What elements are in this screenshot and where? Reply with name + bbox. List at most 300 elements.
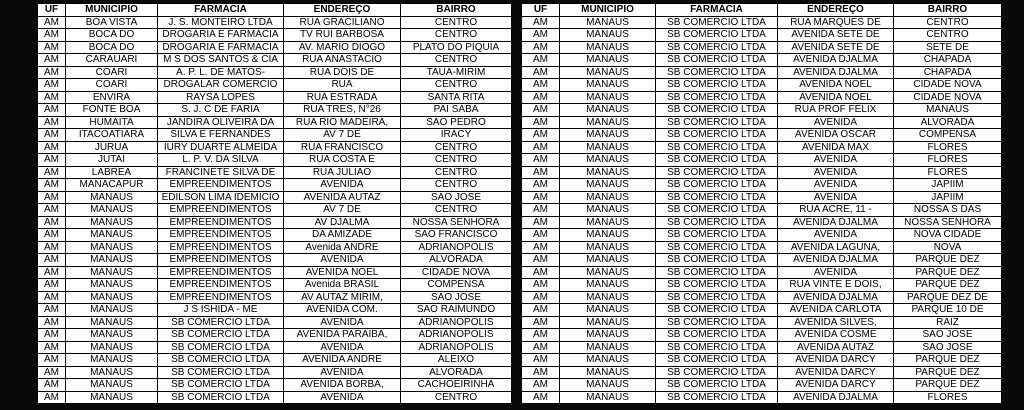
table-row	[522, 66, 1002, 79]
cell-uf: AM	[522, 204, 560, 217]
cell-farmacia: SB COMERCIO LTDA	[656, 54, 778, 67]
cell-bairro: IRACY	[401, 129, 512, 142]
cell-farmacia: SB COMERCIO LTDA	[656, 91, 778, 104]
cell-farmacia: IURY DUARTE ALMEIDA	[158, 141, 284, 154]
cell-municipio: MANAUS	[66, 341, 158, 354]
cell-farmacia: SB COMERCIO LTDA	[158, 329, 284, 342]
cell-bairro: SETE DE	[894, 41, 1002, 54]
table-row	[38, 116, 512, 129]
header-bairro: BAIRRO	[894, 4, 1002, 17]
table-row	[38, 216, 512, 229]
right-table-panel	[521, 3, 1001, 404]
cell-farmacia: SB COMERCIO LTDA	[656, 29, 778, 42]
table-row	[38, 29, 512, 42]
cell-uf: AM	[38, 154, 66, 167]
cell-bairro: SAO JOSE	[401, 291, 512, 304]
cell-bairro: ADRIANOPOLIS	[401, 341, 512, 354]
cell-endereco: AVENIDA CARLOTA	[778, 304, 894, 317]
cell-farmacia: SB COMERCIO LTDA	[158, 379, 284, 392]
cell-bairro: COMPENSA	[894, 129, 1002, 142]
cell-endereco: AVENIDA DJALMA	[778, 291, 894, 304]
cell-uf: AM	[38, 391, 66, 404]
cell-uf: AM	[38, 91, 66, 104]
cell-bairro: CENTRO	[401, 391, 512, 404]
cell-municipio: MANAUS	[560, 229, 656, 242]
cell-farmacia: SB COMERCIO LTDA	[656, 141, 778, 154]
cell-endereco: AV AUTAZ MIRIM,	[284, 291, 401, 304]
cell-uf: AM	[38, 341, 66, 354]
cell-farmacia: JANDIRA OLIVEIRA DA	[158, 116, 284, 129]
cell-uf: AM	[522, 366, 560, 379]
cell-municipio: ENVIRA	[66, 91, 158, 104]
cell-bairro: CHAPADA	[894, 66, 1002, 79]
cell-municipio: MANAUS	[560, 54, 656, 67]
cell-bairro: NOSSA SENHORA	[894, 216, 1002, 229]
table-row	[38, 179, 512, 192]
cell-bairro: PARQUE DEZ	[894, 279, 1002, 292]
cell-bairro: ALVORADA	[401, 366, 512, 379]
cell-endereco: AVENIDA	[778, 179, 894, 192]
cell-municipio: MANAUS	[66, 216, 158, 229]
cell-bairro: FLORES	[894, 391, 1002, 404]
cell-farmacia: EMPREENDIMENTOS	[158, 216, 284, 229]
cell-farmacia: SB COMERCIO LTDA	[656, 104, 778, 117]
table-row	[522, 141, 1002, 154]
cell-endereco: RUA MARQUES DE	[778, 16, 894, 29]
cell-municipio: MANAUS	[560, 391, 656, 404]
cell-farmacia: DROGARIA E FARMACIA	[158, 41, 284, 54]
cell-bairro: SAO JOSE	[894, 341, 1002, 354]
cell-bairro: CENTRO	[401, 79, 512, 92]
cell-bairro: SAO JOSE	[894, 329, 1002, 342]
cell-farmacia: EMPREENDIMENTOS	[158, 179, 284, 192]
cell-municipio: COARI	[66, 79, 158, 92]
table-row	[38, 104, 512, 117]
cell-municipio: MANAUS	[560, 379, 656, 392]
cell-uf: AM	[522, 379, 560, 392]
cell-municipio: MANAUS	[560, 341, 656, 354]
cell-uf: AM	[522, 266, 560, 279]
cell-bairro: ALVORADA	[401, 254, 512, 267]
table-row	[38, 129, 512, 142]
table-row	[522, 54, 1002, 67]
cell-uf: AM	[38, 241, 66, 254]
cell-farmacia: A. P. L. DE MATOS-	[158, 66, 284, 79]
cell-farmacia: SB COMERCIO LTDA	[656, 204, 778, 217]
cell-municipio: MANAUS	[66, 191, 158, 204]
cell-bairro: NOSSA S DAS	[894, 204, 1002, 217]
cell-farmacia: L. P. V. DA SILVA	[158, 154, 284, 167]
cell-farmacia: SB COMERCIO LTDA	[656, 329, 778, 342]
cell-endereco: AVENIDA	[778, 229, 894, 242]
cell-municipio: MANAUS	[560, 104, 656, 117]
cell-endereco: AV. MARIO DIOGO	[284, 41, 401, 54]
cell-bairro: NOVA CIDADE	[894, 229, 1002, 242]
cell-bairro: JAPIIM	[894, 179, 1002, 192]
cell-endereco: AVENIDA	[284, 391, 401, 404]
cell-bairro: RAIZ	[894, 316, 1002, 329]
cell-uf: AM	[522, 341, 560, 354]
cell-endereco: RUA	[284, 79, 401, 92]
left-table-panel	[37, 3, 511, 404]
cell-municipio: MANAUS	[66, 354, 158, 367]
cell-endereco: AVENIDA	[284, 366, 401, 379]
cell-bairro: CENTRO	[401, 141, 512, 154]
cell-uf: AM	[38, 104, 66, 117]
cell-municipio: FONTE BOA	[66, 104, 158, 117]
cell-farmacia: M S DOS SANTOS & CIA	[158, 54, 284, 67]
table-row	[38, 379, 512, 392]
cell-uf: AM	[38, 229, 66, 242]
cell-farmacia: EMPREENDIMENTOS	[158, 241, 284, 254]
cell-endereco: AVENIDA NOEL	[778, 79, 894, 92]
cell-endereco: AVENIDA BORBA,	[284, 379, 401, 392]
cell-bairro: CACHOEIRINHA	[401, 379, 512, 392]
cell-municipio: MANAUS	[66, 304, 158, 317]
cell-municipio: ITACOATIARA	[66, 129, 158, 142]
cell-farmacia: SB COMERCIO LTDA	[656, 391, 778, 404]
cell-uf: AM	[38, 116, 66, 129]
cell-endereco: AVENIDA PARAIBA,	[284, 329, 401, 342]
cell-bairro: FLORES	[894, 141, 1002, 154]
cell-bairro: CENTRO	[401, 166, 512, 179]
cell-farmacia: J S ISHIDA - ME	[158, 304, 284, 317]
cell-endereco: AVENIDA LAGUNA,	[778, 241, 894, 254]
table-row	[522, 391, 1002, 404]
table-row	[522, 191, 1002, 204]
cell-bairro: SANTA RITA	[401, 91, 512, 104]
cell-bairro: CENTRO	[401, 16, 512, 29]
cell-endereco: AV DJALMA	[284, 216, 401, 229]
cell-endereco: AVENIDA ANDRE	[284, 354, 401, 367]
cell-endereco: AVENIDA	[284, 341, 401, 354]
cell-bairro: CENTRO	[894, 29, 1002, 42]
cell-farmacia: SB COMERCIO LTDA	[656, 291, 778, 304]
cell-uf: AM	[522, 129, 560, 142]
cell-municipio: MANAUS	[66, 241, 158, 254]
cell-uf: AM	[522, 104, 560, 117]
cell-uf: AM	[522, 254, 560, 267]
table-row	[522, 216, 1002, 229]
cell-farmacia: EMPREENDIMENTOS	[158, 266, 284, 279]
cell-municipio: MANAUS	[66, 266, 158, 279]
cell-farmacia: SB COMERCIO LTDA	[158, 354, 284, 367]
cell-farmacia: SB COMERCIO LTDA	[656, 154, 778, 167]
cell-farmacia: SB COMERCIO LTDA	[656, 266, 778, 279]
cell-municipio: MANACAPUR	[66, 179, 158, 192]
cell-endereco: AVENIDA SETE DE	[778, 41, 894, 54]
cell-municipio: MANAUS	[560, 129, 656, 142]
cell-bairro: SAO FRANCISCO	[401, 229, 512, 242]
cell-uf: AM	[38, 66, 66, 79]
left-table-body	[38, 16, 512, 404]
table-row	[522, 329, 1002, 342]
cell-endereco: RUA TRES, N°26	[284, 104, 401, 117]
cell-municipio: MANAUS	[560, 354, 656, 367]
cell-endereco: AVENIDA	[778, 191, 894, 204]
cell-farmacia: SB COMERCIO LTDA	[158, 341, 284, 354]
cell-endereco: RUA COSTA E	[284, 154, 401, 167]
cell-municipio: BOCA DO	[66, 41, 158, 54]
cell-endereco: RUA GRACILIANO	[284, 16, 401, 29]
table-row	[522, 279, 1002, 292]
cell-farmacia: SB COMERCIO LTDA	[158, 316, 284, 329]
cell-uf: AM	[38, 354, 66, 367]
cell-municipio: JURUA	[66, 141, 158, 154]
table-row	[38, 304, 512, 317]
cell-bairro: FLORES	[894, 154, 1002, 167]
cell-bairro: CENTRO	[894, 16, 1002, 29]
cell-endereco: AVENIDA	[778, 154, 894, 167]
cell-municipio: MANAUS	[560, 241, 656, 254]
cell-uf: AM	[522, 229, 560, 242]
cell-uf: AM	[38, 79, 66, 92]
table-row	[522, 379, 1002, 392]
cell-uf: AM	[522, 116, 560, 129]
cell-farmacia: SB COMERCIO LTDA	[656, 166, 778, 179]
cell-farmacia: SB COMERCIO LTDA	[656, 279, 778, 292]
table-row	[522, 241, 1002, 254]
cell-farmacia: SB COMERCIO LTDA	[656, 241, 778, 254]
table-row	[38, 204, 512, 217]
cell-endereco: RUA VINTE E DOIS,	[778, 279, 894, 292]
cell-bairro: PARQUE DEZ	[894, 379, 1002, 392]
cell-uf: AM	[38, 166, 66, 179]
table-row	[522, 29, 1002, 42]
cell-farmacia: SB COMERCIO LTDA	[656, 191, 778, 204]
cell-farmacia: EMPREENDIMENTOS	[158, 279, 284, 292]
cell-municipio: MANAUS	[66, 379, 158, 392]
cell-municipio: MANAUS	[560, 79, 656, 92]
cell-uf: AM	[522, 166, 560, 179]
table-row	[522, 366, 1002, 379]
header-uf: UF	[522, 4, 560, 17]
table-row	[522, 204, 1002, 217]
cell-farmacia: SB COMERCIO LTDA	[656, 41, 778, 54]
table-row	[38, 229, 512, 242]
table-row	[522, 166, 1002, 179]
cell-uf: AM	[522, 329, 560, 342]
cell-municipio: MANAUS	[560, 254, 656, 267]
cell-endereco: Avenida BRASIL	[284, 279, 401, 292]
cell-uf: AM	[38, 191, 66, 204]
cell-endereco: AVENIDA	[778, 266, 894, 279]
header-farmacia: FARMÁCIA	[656, 4, 778, 17]
cell-farmacia: SB COMERCIO LTDA	[158, 391, 284, 404]
cell-farmacia: DROGARIA E FARMACIA	[158, 29, 284, 42]
table-row	[522, 116, 1002, 129]
cell-endereco: AV 7 DE	[284, 129, 401, 142]
cell-endereco: DA AMIZADE	[284, 229, 401, 242]
cell-bairro: PLATO DO PIQUIA	[401, 41, 512, 54]
cell-farmacia: SB COMERCIO LTDA	[656, 354, 778, 367]
table-row	[522, 91, 1002, 104]
header-endereco: ENDEREÇO	[284, 4, 401, 17]
cell-municipio: HUMAITA	[66, 116, 158, 129]
cell-municipio: MANAUS	[560, 116, 656, 129]
cell-bairro: CENTRO	[401, 179, 512, 192]
cell-uf: AM	[38, 16, 66, 29]
table-row	[38, 191, 512, 204]
table-row	[522, 16, 1002, 29]
cell-uf: AM	[522, 16, 560, 29]
cell-uf: AM	[38, 129, 66, 142]
cell-municipio: LABREA	[66, 166, 158, 179]
table-row	[38, 16, 512, 29]
table-row	[38, 54, 512, 67]
cell-bairro: ADRIANOPOLIS	[401, 329, 512, 342]
cell-farmacia: SB COMERCIO LTDA	[656, 379, 778, 392]
cell-municipio: MANAUS	[560, 329, 656, 342]
cell-endereco: AVENIDA NOEL	[778, 91, 894, 104]
cell-endereco: AVENIDA DJALMA	[778, 391, 894, 404]
cell-endereco: RUA ANASTACIO	[284, 54, 401, 67]
cell-farmacia: SB COMERCIO LTDA	[656, 316, 778, 329]
cell-uf: AM	[522, 91, 560, 104]
pharmacy-table-right	[521, 3, 1002, 404]
table-row	[522, 354, 1002, 367]
table-row	[522, 79, 1002, 92]
cell-endereco: AV 7 DE	[284, 204, 401, 217]
header-uf: UF	[38, 4, 66, 17]
table-row	[38, 316, 512, 329]
table-row	[38, 391, 512, 404]
cell-endereco: AVENIDA DJALMA	[778, 254, 894, 267]
cell-bairro: TAUA-MIRIM	[401, 66, 512, 79]
cell-endereco: AVENIDA DJALMA	[778, 54, 894, 67]
table-row	[38, 366, 512, 379]
cell-bairro: FLORES	[894, 166, 1002, 179]
cell-bairro: SAO RAIMUNDO	[401, 304, 512, 317]
cell-endereco: Avenida ANDRE	[284, 241, 401, 254]
table-row	[38, 266, 512, 279]
cell-farmacia: EMPREENDIMENTOS	[158, 229, 284, 242]
cell-farmacia: S. J. C DE FARIA	[158, 104, 284, 117]
cell-uf: AM	[38, 266, 66, 279]
cell-municipio: MANAUS	[66, 229, 158, 242]
cell-bairro: COMPENSA	[401, 279, 512, 292]
table-row	[38, 166, 512, 179]
cell-bairro: JAPIIM	[894, 191, 1002, 204]
cell-bairro: CENTRO	[401, 54, 512, 67]
cell-municipio: MANAUS	[66, 254, 158, 267]
cell-farmacia: J. S. MONTEIRO LTDA	[158, 16, 284, 29]
cell-uf: AM	[38, 279, 66, 292]
cell-uf: AM	[522, 304, 560, 317]
cell-endereco: AVENIDA	[778, 166, 894, 179]
table-row	[38, 154, 512, 167]
cell-uf: AM	[522, 41, 560, 54]
cell-endereco: RUA ESTRADA	[284, 91, 401, 104]
cell-farmacia: EDILSON LIMA IDEMICIO	[158, 191, 284, 204]
cell-endereco: AVENIDA COSME	[778, 329, 894, 342]
cell-municipio: MANAUS	[560, 179, 656, 192]
cell-uf: AM	[38, 179, 66, 192]
cell-bairro: PARQUE DEZ DE	[894, 291, 1002, 304]
cell-uf: AM	[38, 54, 66, 67]
header-row	[522, 4, 1002, 17]
header-endereco: ENDEREÇO	[778, 4, 894, 17]
table-row	[38, 329, 512, 342]
cell-municipio: COARI	[66, 66, 158, 79]
cell-endereco: AVENIDA SILVES,	[778, 316, 894, 329]
table-row	[38, 354, 512, 367]
cell-bairro: ALEIXO	[401, 354, 512, 367]
cell-uf: AM	[522, 191, 560, 204]
cell-bairro: PARQUE 10 DE	[894, 304, 1002, 317]
cell-uf: AM	[522, 29, 560, 42]
cell-farmacia: SB COMERCIO LTDA	[656, 16, 778, 29]
cell-municipio: MANAUS	[560, 41, 656, 54]
cell-municipio: MANAUS	[560, 266, 656, 279]
cell-municipio: MANAUS	[66, 316, 158, 329]
cell-endereco: RUA PROF FELIX	[778, 104, 894, 117]
cell-municipio: MANAUS	[560, 316, 656, 329]
cell-farmacia: SB COMERCIO LTDA	[656, 304, 778, 317]
cell-bairro: PARQUE DEZ	[894, 354, 1002, 367]
cell-farmacia: SB COMERCIO LTDA	[656, 66, 778, 79]
cell-farmacia: EMPREENDIMENTOS	[158, 291, 284, 304]
cell-uf: AM	[522, 291, 560, 304]
cell-endereco: AVENIDA NOEL	[284, 266, 401, 279]
table-row	[38, 291, 512, 304]
header-municipio: MUNICÍPIO	[560, 4, 656, 17]
cell-uf: AM	[38, 204, 66, 217]
cell-endereco: AVENIDA OSCAR	[778, 129, 894, 142]
cell-municipio: MANAUS	[560, 204, 656, 217]
table-row	[38, 341, 512, 354]
cell-uf: AM	[522, 154, 560, 167]
cell-endereco: RUA RIO MADEIRA,	[284, 116, 401, 129]
table-row	[38, 241, 512, 254]
cell-uf: AM	[522, 354, 560, 367]
cell-uf: AM	[522, 141, 560, 154]
cell-endereco: AVENIDA AUTAZ	[778, 341, 894, 354]
cell-endereco: AVENIDA DJALMA	[778, 216, 894, 229]
cell-uf: AM	[38, 216, 66, 229]
cell-uf: AM	[38, 254, 66, 267]
cell-municipio: MANAUS	[66, 291, 158, 304]
cell-municipio: MANAUS	[560, 91, 656, 104]
cell-farmacia: SB COMERCIO LTDA	[656, 366, 778, 379]
cell-endereco: AVENIDA	[284, 179, 401, 192]
cell-municipio: MANAUS	[560, 16, 656, 29]
cell-farmacia: SB COMERCIO LTDA	[656, 341, 778, 354]
header-bairro: BAIRRO	[401, 4, 512, 17]
table-row	[38, 41, 512, 54]
cell-farmacia: SB COMERCIO LTDA	[656, 229, 778, 242]
cell-municipio: BOA VISTA	[66, 16, 158, 29]
cell-municipio: MANAUS	[66, 329, 158, 342]
cell-uf: AM	[522, 179, 560, 192]
cell-endereco: AVENIDA AUTAZ	[284, 191, 401, 204]
cell-uf: AM	[38, 141, 66, 154]
cell-bairro: PARQUE DEZ	[894, 254, 1002, 267]
cell-municipio: BOCA DO	[66, 29, 158, 42]
cell-uf: AM	[38, 304, 66, 317]
cell-farmacia: SB COMERCIO LTDA	[656, 254, 778, 267]
cell-farmacia: EMPREENDIMENTOS	[158, 204, 284, 217]
cell-endereco: AVENIDA	[284, 316, 401, 329]
cell-farmacia: SB COMERCIO LTDA	[656, 116, 778, 129]
table-row	[522, 41, 1002, 54]
cell-uf: AM	[38, 329, 66, 342]
cell-municipio: MANAUS	[560, 279, 656, 292]
cell-uf: AM	[522, 391, 560, 404]
table-row	[522, 341, 1002, 354]
table-row	[522, 104, 1002, 117]
cell-bairro: MANAUS	[894, 104, 1002, 117]
